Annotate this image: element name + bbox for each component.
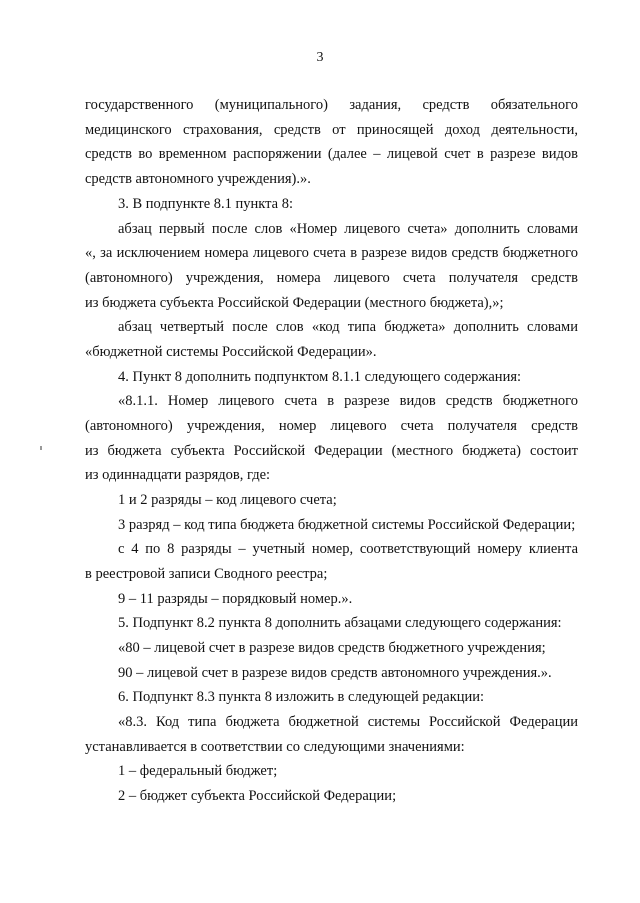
text-line: медицинского страхования, средств от приносящей доход деятельности, [85, 122, 578, 138]
text-line: 2 – бюджет субъекта Российской Федерации; [118, 788, 397, 804]
text-line: устанавливается в соответствии со следующими значениями: [85, 739, 465, 755]
text-line: 4. Пункт 8 дополнить подпунктом 8.1.1 следующего содержания: [118, 369, 522, 385]
text-line: 9 – 11 разряды – порядковый номер.». [118, 591, 353, 607]
text-line: 6. Подпункт 8.3 пункта 8 изложить в следующей редакции: [118, 689, 485, 705]
text-line: «, за исключением номера лицевого счета в разрезе видов средств бюджетного [85, 245, 578, 261]
text-line: абзац четвертый после слов «код типа бюджета» дополнить словами [118, 319, 578, 335]
page-number: 3 [316, 50, 324, 65]
text-line: средств во временном распоряжении (далее – лицевой счет в разрезе видов [85, 146, 578, 162]
text-line: средств автономного учреждения).». [85, 171, 311, 187]
text-line: государственного (муниципального) задания, средств обязательного [85, 97, 578, 113]
text-line: 1 и 2 разряды – код лицевого счета; [118, 492, 337, 508]
text-line: в реестровой записи Сводного реестра; [85, 566, 328, 582]
text-line: «8.1.1. Номер лицевого счета в разрезе видов средств бюджетного [118, 393, 578, 409]
text-line: из бюджета субъекта Российской Федерации (местного бюджета),»; [85, 295, 504, 311]
text-line: с 4 по 8 разряды – учетный номер, соответствующий номеру клиента [118, 541, 578, 557]
text-line: из бюджета субъекта Российской Федерации (местного бюджета) состоит [85, 443, 578, 459]
text-line: (автономного) учреждения, номера лицевого счета получателя средств [85, 270, 578, 286]
text-line: «8.3. Код типа бюджета бюджетной системы Российской Федерации [118, 714, 578, 730]
text-line: из одиннадцати разрядов, где: [85, 467, 271, 483]
text-line: 3. В подпункте 8.1 пункта 8: [118, 196, 294, 212]
scan-mark [40, 446, 42, 450]
text-line: 5. Подпункт 8.2 пункта 8 дополнить абзацами следующего содержания: [118, 615, 562, 631]
text-line: «80 – лицевой счет в разрезе видов средств бюджетного учреждения; [118, 640, 546, 656]
text-line: «бюджетной системы Российской Федерации». [85, 344, 377, 360]
text-line: (автономного) учреждения, номер лицевого счета получателя средств [85, 418, 578, 434]
text-line: 90 – лицевой счет в разрезе видов средств автономного учреждения.». [118, 665, 552, 681]
text-line: 1 – федеральный бюджет; [118, 763, 278, 779]
text-line: абзац первый после слов «Номер лицевого счета» дополнить словами [118, 221, 578, 237]
text-line: 3 разряд – код типа бюджета бюджетной системы Российской Федерации; [118, 517, 576, 533]
